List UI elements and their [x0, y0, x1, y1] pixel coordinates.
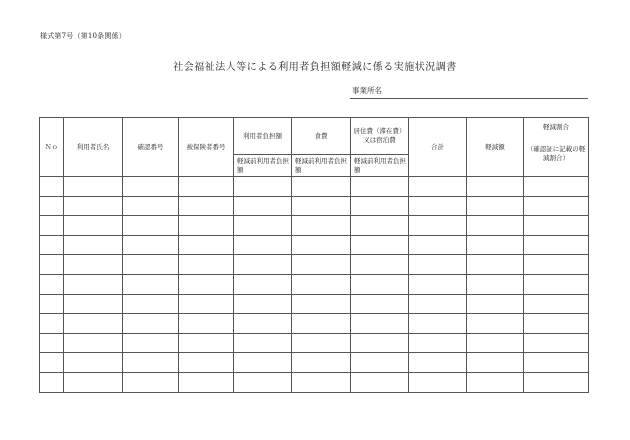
- cell-food-cost[interactable]: [292, 314, 351, 334]
- cell-food-cost[interactable]: [292, 333, 351, 353]
- cell-insured-number[interactable]: [179, 372, 234, 392]
- cell-no[interactable]: [40, 216, 64, 236]
- cell-total[interactable]: [409, 216, 467, 236]
- cell-user-name[interactable]: [64, 372, 123, 392]
- cell-total[interactable]: [409, 353, 467, 373]
- table-row: [40, 333, 589, 353]
- table-row: [40, 216, 589, 236]
- implementation-status-table: [39, 117, 589, 393]
- office-name-label: 事業所名: [352, 86, 382, 95]
- table-row: [40, 177, 589, 197]
- cell-total[interactable]: [409, 294, 467, 314]
- cell-residence-cost[interactable]: [351, 274, 409, 294]
- cell-food-cost[interactable]: [292, 274, 351, 294]
- cell-reduction-amount[interactable]: [467, 314, 524, 334]
- cell-insured-number[interactable]: [179, 216, 234, 236]
- cell-user-name[interactable]: [64, 314, 123, 334]
- table-row: [40, 196, 589, 216]
- cell-reduction-rate[interactable]: [524, 314, 589, 334]
- cell-user-name[interactable]: [64, 255, 123, 275]
- cell-food-cost[interactable]: [292, 353, 351, 373]
- table-row: [40, 235, 589, 255]
- cell-total[interactable]: [409, 333, 467, 353]
- cell-no[interactable]: [40, 333, 64, 353]
- cell-user-burden[interactable]: [234, 353, 292, 373]
- cell-user-burden[interactable]: [234, 294, 292, 314]
- cell-insured-number[interactable]: [179, 294, 234, 314]
- subheader-user-burden-before: 軽減前利用者負担額: [234, 155, 292, 177]
- cell-user-name[interactable]: [64, 274, 123, 294]
- table-row: [40, 255, 589, 275]
- cell-no[interactable]: [40, 353, 64, 373]
- cell-no[interactable]: [40, 235, 64, 255]
- cell-user-burden[interactable]: [234, 216, 292, 236]
- cell-food-cost[interactable]: [292, 372, 351, 392]
- cell-insured-number[interactable]: [179, 314, 234, 334]
- cell-reduction-rate[interactable]: [524, 353, 589, 373]
- document-title: 社会福祉法人等による利用者負担額軽減に係る実施状況調書: [173, 62, 457, 73]
- cell-user-burden[interactable]: [234, 196, 292, 216]
- cell-residence-cost[interactable]: [351, 196, 409, 216]
- cell-total[interactable]: [409, 255, 467, 275]
- cell-user-name[interactable]: [64, 177, 123, 197]
- subheader-residence-before: 軽減前利用者負担額: [351, 155, 409, 177]
- cell-reduction-rate[interactable]: [524, 372, 589, 392]
- cell-confirmation-number[interactable]: [123, 372, 179, 392]
- cell-reduction-amount[interactable]: [467, 372, 524, 392]
- cell-reduction-rate[interactable]: [524, 274, 589, 294]
- cell-insured-number[interactable]: [179, 353, 234, 373]
- cell-no[interactable]: [40, 372, 64, 392]
- cell-confirmation-number[interactable]: [123, 196, 179, 216]
- cell-reduction-amount[interactable]: [467, 333, 524, 353]
- subheader-food-before: 軽減前利用者負担額: [292, 155, 351, 177]
- table-row: [40, 294, 589, 314]
- cell-food-cost[interactable]: [292, 235, 351, 255]
- cell-user-name[interactable]: [64, 196, 123, 216]
- cell-user-burden[interactable]: [234, 274, 292, 294]
- cell-residence-cost[interactable]: [351, 177, 409, 197]
- cell-total[interactable]: [409, 314, 467, 334]
- cell-insured-number[interactable]: [179, 177, 234, 197]
- cell-food-cost[interactable]: [292, 177, 351, 197]
- cell-reduction-amount[interactable]: [467, 353, 524, 373]
- cell-reduction-rate[interactable]: [524, 294, 589, 314]
- cell-no[interactable]: [40, 255, 64, 275]
- cell-user-burden[interactable]: [234, 255, 292, 275]
- cell-no[interactable]: [40, 274, 64, 294]
- cell-user-name[interactable]: [64, 294, 123, 314]
- header-confirmation-number: 確認番号: [123, 118, 179, 177]
- cell-confirmation-number[interactable]: [123, 177, 179, 197]
- header-food-cost: 食費: [292, 118, 351, 155]
- cell-no[interactable]: [40, 177, 64, 197]
- table-row: [40, 353, 589, 373]
- header-reduction-rate: [524, 118, 589, 177]
- cell-reduction-amount[interactable]: [467, 177, 524, 197]
- cell-user-burden[interactable]: [234, 177, 292, 197]
- cell-reduction-amount[interactable]: [467, 294, 524, 314]
- cell-user-name[interactable]: [64, 333, 123, 353]
- cell-reduction-amount[interactable]: [467, 235, 524, 255]
- cell-confirmation-number[interactable]: [123, 333, 179, 353]
- cell-reduction-amount[interactable]: [467, 274, 524, 294]
- cell-user-name[interactable]: [64, 353, 123, 373]
- reduction-rate-note: （確認証に記載の軽減割合）: [526, 145, 586, 162]
- cell-reduction-amount[interactable]: [467, 196, 524, 216]
- cell-total[interactable]: [409, 196, 467, 216]
- cell-insured-number[interactable]: [179, 333, 234, 353]
- header-insured-number: 被保険者番号: [179, 118, 234, 177]
- cell-residence-cost[interactable]: [351, 353, 409, 373]
- cell-confirmation-number[interactable]: [123, 255, 179, 275]
- cell-reduction-rate[interactable]: [524, 196, 589, 216]
- cell-user-burden[interactable]: [234, 314, 292, 334]
- cell-confirmation-number[interactable]: [123, 353, 179, 373]
- cell-insured-number[interactable]: [179, 255, 234, 275]
- cell-food-cost[interactable]: [292, 216, 351, 236]
- cell-confirmation-number[interactable]: [123, 216, 179, 236]
- header-user-name: 利用者氏名: [64, 118, 123, 177]
- cell-total[interactable]: [409, 372, 467, 392]
- cell-user-name[interactable]: [64, 235, 123, 255]
- office-name-field[interactable]: [350, 83, 588, 99]
- cell-food-cost[interactable]: [292, 294, 351, 314]
- cell-reduction-amount[interactable]: [467, 216, 524, 236]
- table-row: [40, 274, 589, 294]
- cell-food-cost[interactable]: [292, 255, 351, 275]
- cell-user-burden[interactable]: [234, 372, 292, 392]
- table-row: [40, 372, 589, 392]
- cell-reduction-rate[interactable]: [524, 235, 589, 255]
- cell-reduction-rate[interactable]: [524, 177, 589, 197]
- cell-residence-cost[interactable]: [351, 216, 409, 236]
- cell-total[interactable]: [409, 177, 467, 197]
- cell-reduction-rate[interactable]: [524, 216, 589, 236]
- cell-total[interactable]: [409, 274, 467, 294]
- cell-reduction-rate[interactable]: [524, 333, 589, 353]
- cell-residence-cost[interactable]: [351, 372, 409, 392]
- cell-confirmation-number[interactable]: [123, 314, 179, 334]
- cell-user-name[interactable]: [64, 216, 123, 236]
- header-reduction-amount: 軽減額: [467, 118, 524, 177]
- cell-reduction-rate[interactable]: [524, 255, 589, 275]
- cell-user-burden[interactable]: [234, 333, 292, 353]
- cell-no[interactable]: [40, 294, 64, 314]
- header-no: Ｎｏ: [40, 118, 64, 177]
- cell-residence-cost[interactable]: [351, 294, 409, 314]
- header-residence-cost: 居住費（滞在費）又は宿泊費: [351, 118, 409, 155]
- cell-residence-cost[interactable]: [351, 235, 409, 255]
- cell-reduction-amount[interactable]: [467, 255, 524, 275]
- table-row: [40, 314, 589, 334]
- form-number: 様式第7号（第10条関係）: [40, 32, 126, 40]
- header-user-burden: 利用者負担額: [234, 118, 292, 155]
- cell-food-cost[interactable]: [292, 196, 351, 216]
- cell-user-burden[interactable]: [234, 235, 292, 255]
- cell-no[interactable]: [40, 196, 64, 216]
- cell-residence-cost[interactable]: [351, 255, 409, 275]
- cell-total[interactable]: [409, 235, 467, 255]
- header-total: 合計: [409, 118, 467, 177]
- cell-insured-number[interactable]: [179, 196, 234, 216]
- cell-residence-cost[interactable]: [351, 333, 409, 353]
- cell-confirmation-number[interactable]: [123, 294, 179, 314]
- cell-insured-number[interactable]: [179, 274, 234, 294]
- cell-confirmation-number[interactable]: [123, 235, 179, 255]
- cell-insured-number[interactable]: [179, 235, 234, 255]
- cell-confirmation-number[interactable]: [123, 274, 179, 294]
- cell-residence-cost[interactable]: [351, 314, 409, 334]
- cell-no[interactable]: [40, 314, 64, 334]
- reduction-rate-title: 軽減割合: [543, 123, 569, 131]
